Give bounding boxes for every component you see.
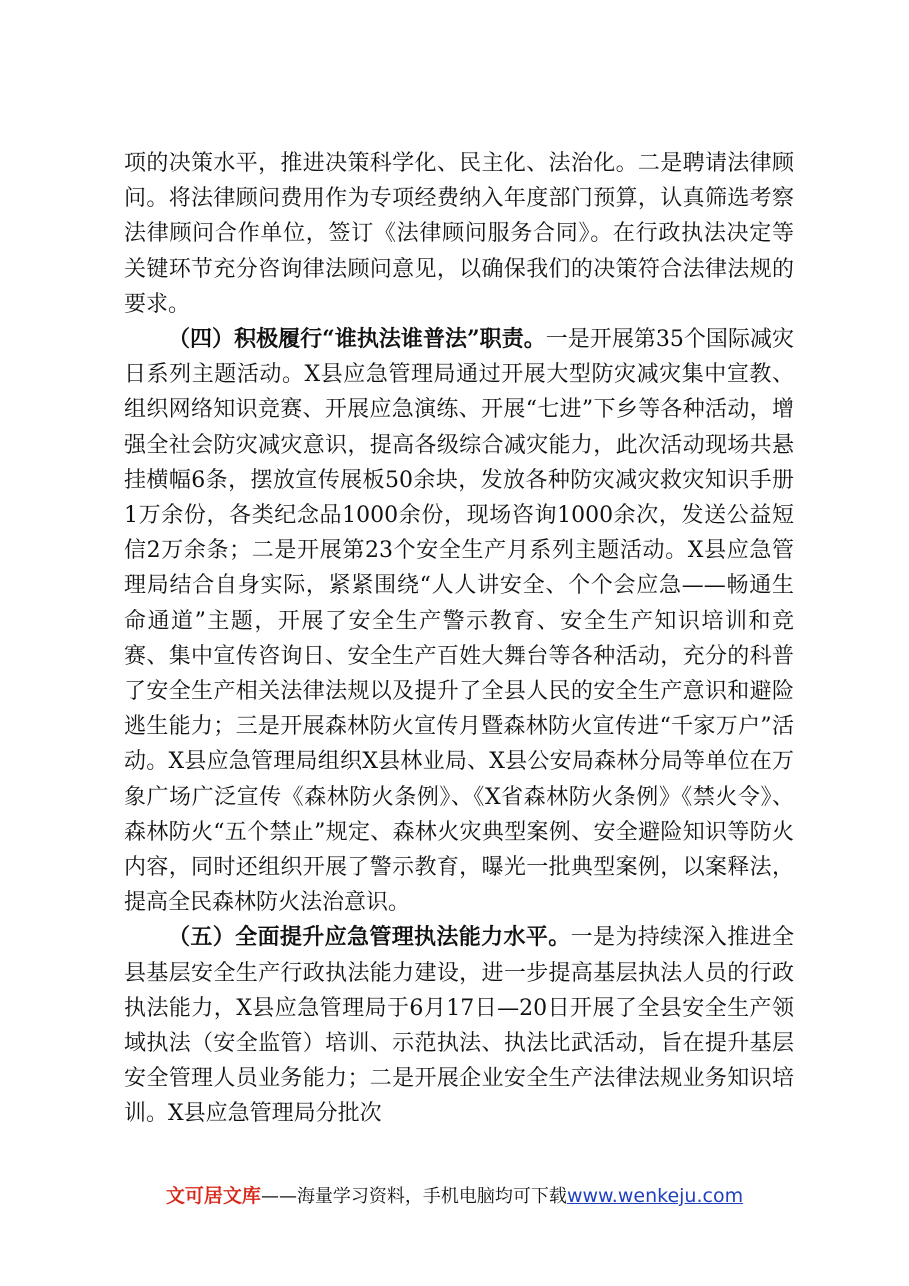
paragraph-text: 一是为持续深入推进全县基层安全生产行政执法能力建设，进一步提高基层执法人员的行政执法能力，X县应急管理局于6月17日—20日开展了全县安全生产领域执法（安全监管）培训、示范执法、执法比武活动，旨在提升基层安全管理人员业务能力；二是开展企业安全生产法律法规业务知识培训。X县应急管理局分批次 xyxy=(124,925,794,1127)
document-body xyxy=(124,146,794,1132)
footer-slogan: ——海量学习资料，手机电脑均可下载 xyxy=(260,1186,567,1207)
paragraph-text: 一是开展第35个国际减灾日系列主题活动。X县应急管理局通过开展大型防灾减灾集中宣教、组织网络知识竞赛、开展应急演练、开展“七进”下乡等各种活动，增强全社会防灾减灾意识，提高各级综合减灾能力，此次活动现场共悬挂横幅6条，摆放宣传展板50余块，发放各种防灾减灾救灾知识手册1万余份，各类纪念品1000余份，现场咨询1000余次，发送公益短信2万余条；二是开展第23个安全生产月系列主题活动。X县应急管理局结合自身实际，紧紧围绕“人人讲安全、个个会应急——畅通生命通道”主题，开展了安全生产警示教育、安全生产知识培训和竞赛、集中宣传咨询日、安全生产百姓大舞台等各种活动，充分的科普了安全生产相关法律法规以及提升了全县人民的安全生产意识和避险逃生能力；三是开展森林防火宣传月暨森林防火宣传进“千家万户”活动。X县应急管理局组织X县林业局、X县公安局森林分局等单位在万象广场广泛宣传《森林防火条例》、《X省森林防火条例》《禁火令》、森林防火“五个禁止”规定、森林火灾典型案例、安全避险知识等防火内容，同时还组织开展了警示教育，曝光一批典型案例，以案释法，提高全民森林防火法治意识。 xyxy=(124,327,795,916)
footer-brand: 文可居文库 xyxy=(165,1185,261,1207)
footer-url-link[interactable]: www.wenkeju.com xyxy=(566,1185,744,1207)
section-heading-5: （五）全面提升应急管理执法能力水平。 xyxy=(168,924,571,951)
paragraph-decision-level xyxy=(124,146,794,322)
paragraph-text: 项的决策水平，推进决策科学化、民主化、法治化。二是聘请法律顾问。将法律顾问费用作为专项经费纳入年度部门预算，认真筛选考察法律顾问合作单位，签订《法律顾问服务合同》。在行政执法决定等关键环节充分咨询律法顾问意见，以确保我们的决策符合法律法规的要求。 xyxy=(124,151,794,317)
footer-banner xyxy=(0,1183,909,1210)
section-heading-4: （四）积极履行“谁执法谁普法”职责。 xyxy=(168,326,546,353)
paragraph-law-popularization xyxy=(124,322,794,920)
paragraph-enforcement-capacity xyxy=(124,920,794,1131)
